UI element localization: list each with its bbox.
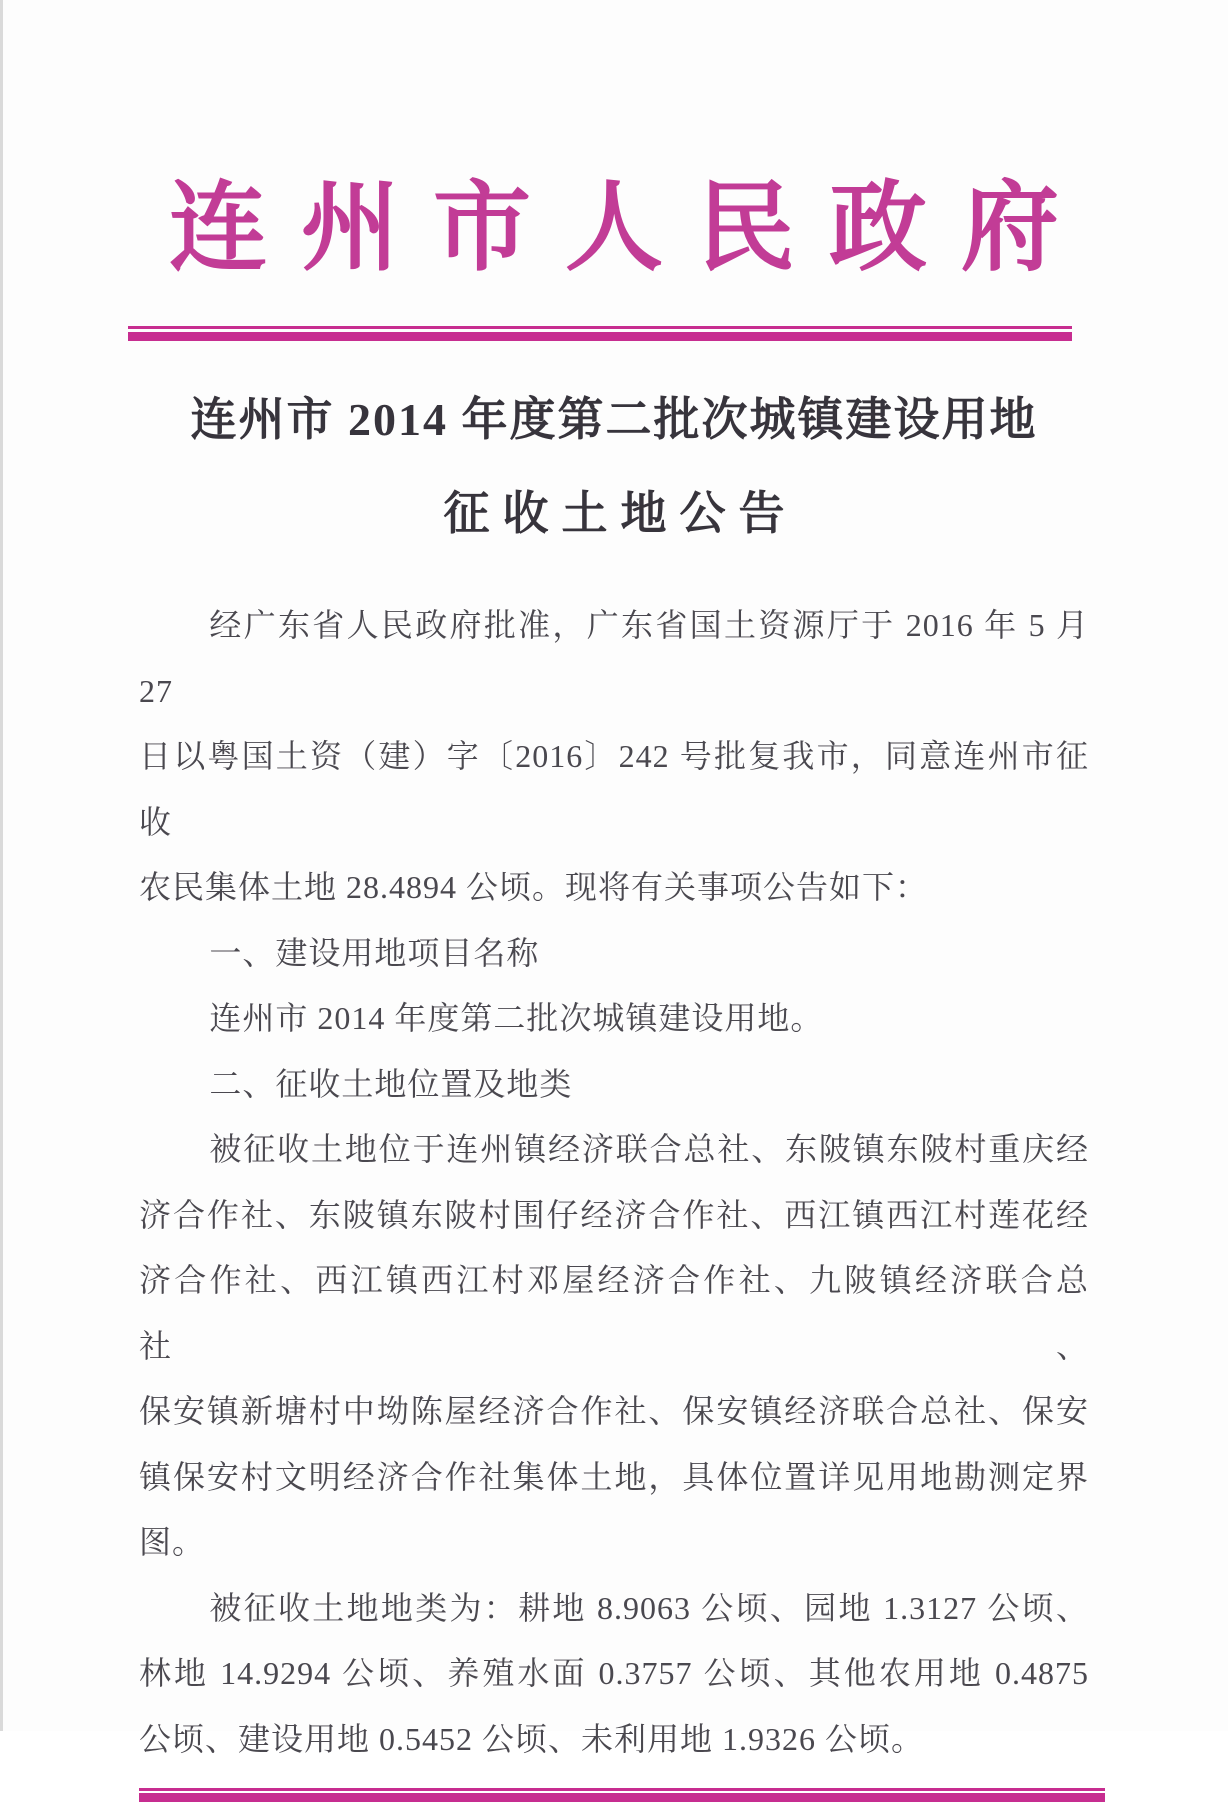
top-double-rule [128,326,1072,341]
body-line: 济合作社、东陂镇东陂村围仔经济合作社、西江镇西江村莲花经 [139,1196,1089,1233]
document-title-line-2: 征收土地公告 [443,488,798,539]
document-title-line-1: 连州市 2014 年度第二批次城镇建设用地 [190,394,1038,445]
body-line: 保安镇新塘村中坳陈屋经济合作社、保安镇经济联合总社、保安 [139,1393,1089,1429]
bottom-double-rule [139,1788,1105,1802]
body-line: 被征收土地位于连州镇经济联合总社、东陂镇东陂村重庆经 [209,1131,1089,1167]
document-title [0,391,1228,543]
body-line: 被征收土地地类为：耕地 8.9063 公顷、园地 1.3127 公顷、 [209,1589,1089,1626]
bottom-rule-thick-line [139,1793,1105,1802]
body-line: 镇保安村文明经济合作社集体土地，具体位置详见用地勘测定界 [139,1458,1089,1495]
body-line: 济合作社、西江镇西江村邓屋经济合作社、九陂镇经济联合总社、 [139,1262,1089,1364]
body-line: 一、建设用地项目名称 [209,934,540,971]
body-line: 图。 [139,1524,206,1560]
body-line: 公顷、建设用地 0.5452 公顷、未利用地 1.9326 公顷。 [139,1720,925,1757]
body-line: 林地 14.9294 公顷、养殖水面 0.3757 公顷、其他农用地 0.4875 [139,1655,1089,1691]
top-rule-thick-line [128,332,1072,341]
letterhead-title: 连州市人民政府 [168,175,1093,283]
document-body [139,593,1089,1772]
body-line: 二、征收土地位置及地类 [209,1065,573,1102]
body-line: 连州市 2014 年度第二批次城镇建设用地。 [209,1000,824,1036]
body-line: 经广东省人民政府批准，广东省国土资源厅于 2016 年 5 月 27 [139,607,1089,709]
body-line: 农民集体土地 28.4894 公顷。现将有关事项公告如下： [139,869,929,905]
body-line: 日以粤国土资（建）字〔2016〕242 号批复我市，同意连州市征收 [139,738,1089,840]
